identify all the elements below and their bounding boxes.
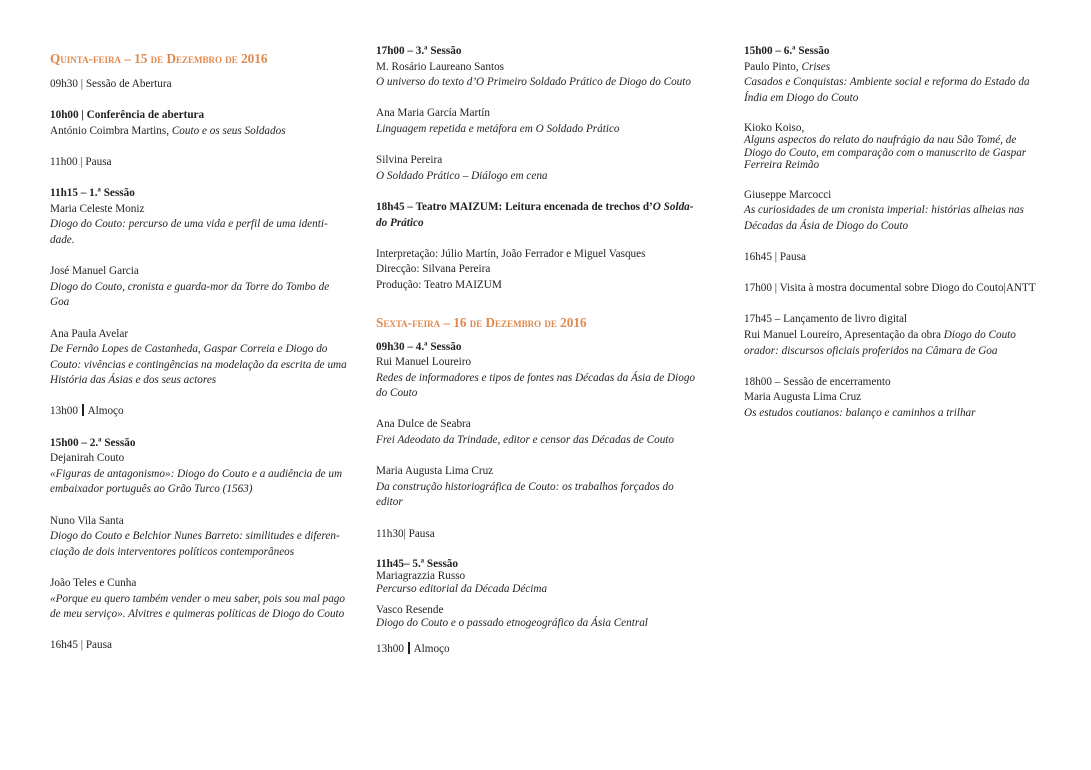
- time: 13h00: [376, 642, 404, 655]
- work-line: Da construção historiográfica de Couto: os trabalhos forçados do: [376, 480, 674, 493]
- closing-title: 18h00 – Sessão de encerramento: [744, 375, 891, 388]
- work-line: Diogo do Couto, cronista e guarda-mor da Torre do Tombo de: [50, 280, 330, 293]
- work-line: Índia em Diogo do Couto: [744, 91, 859, 104]
- speaker: Maria Augusta Lima Cruz: [744, 391, 862, 404]
- theatre-work: do Prático: [376, 216, 424, 229]
- talk: [50, 576, 362, 623]
- session-title: 15h00 – 2.ª Sessão: [50, 436, 136, 449]
- time: 10h00: [50, 109, 79, 122]
- speaker: Maria Augusta Lima Cruz: [376, 465, 494, 478]
- speaker: Rui Manuel Loureiro, Apresentação da obra: [744, 328, 941, 341]
- opening-conference: 10h00 | Conferência de abertura António Coimbra Martins, Couto e os seus Soldados: [50, 109, 286, 137]
- speaker: Ana Paula Avelar: [50, 327, 129, 340]
- session-title: 11h15 – 1.ª Sessão: [50, 187, 135, 200]
- opening-session: 09h30 | Sessão de Abertura: [50, 78, 172, 90]
- speaker: Ana Maria García Martín: [376, 107, 490, 120]
- speaker: Kioko Koiso,: [744, 121, 805, 134]
- text: Visita à mostra documental sobre Diogo do Couto|ANTT: [779, 282, 1036, 295]
- text: Pausa: [408, 527, 435, 540]
- time: 17h00: [744, 282, 772, 295]
- speaker: Rui Manuel Loureiro: [376, 356, 472, 369]
- speaker: Dejanirah Couto: [50, 452, 125, 465]
- theatre-title: 18h45 – Teatro MAIZUM: Leitura encenada de trechos d’: [376, 200, 653, 213]
- work-line: ciação de dois interventores políticos contemporâneos: [50, 545, 295, 558]
- speaker: Vasco Resende: [376, 603, 444, 616]
- column-friday-afternoon: [744, 44, 1054, 421]
- work-line: Couto: vivências e contingências na modelação da escrita de uma: [50, 358, 347, 371]
- text: Almoço: [87, 405, 124, 418]
- break: 16h45 | Pausa: [744, 250, 806, 263]
- talk: [376, 464, 716, 511]
- credit-line: Interpretação: Júlio Martín, João Ferrador e Miguel Vasques: [376, 247, 646, 260]
- session-title: 17h00 – 3.ª Sessão: [376, 45, 462, 57]
- work-line: «Figuras de antagonismo»: Diogo do Couto e a audiência de um: [50, 467, 343, 480]
- talk: [376, 355, 716, 402]
- talk: [50, 514, 362, 561]
- work-line: dade.: [50, 233, 75, 246]
- work-inline: Crises: [801, 60, 831, 73]
- work-line: O Soldado Prático – Diálogo em cena: [376, 169, 548, 182]
- session-title: 15h00 – 6.ª Sessão: [744, 45, 830, 57]
- work: Couto e os seus Soldados: [171, 124, 286, 137]
- launch-title: 17h45 – Lançamento de livro digital: [744, 313, 908, 326]
- speaker: João Teles e Cunha: [50, 577, 137, 589]
- work-inline: Diogo do Couto: [943, 328, 1016, 341]
- work-line: As curiosidades de um cronista imperial: histórias alheias nas: [744, 204, 1024, 217]
- theatre-work: O Solda-: [652, 200, 694, 213]
- talk: [744, 60, 1054, 107]
- speaker: M. Rosário Laureano Santos: [376, 60, 505, 73]
- closing-session: [744, 375, 1054, 422]
- credit-line: Direcção: Silvana Pereira: [376, 263, 491, 276]
- time: 16h45: [50, 639, 78, 652]
- speaker: António Coimbra Martins,: [50, 124, 170, 137]
- speaker: Silvina Pereira: [376, 154, 443, 167]
- talk: [50, 327, 362, 389]
- text: Pausa: [779, 250, 806, 263]
- talk: [744, 122, 1054, 172]
- work-line: Alguns aspectos do relato do naufrágio da nau São Tomé, de: [744, 134, 1017, 147]
- talk: [376, 153, 716, 184]
- text: Sessão de Abertura: [85, 78, 172, 90]
- work-line: Diogo do Couto: percurso de uma vida e perfil de uma identi-: [50, 218, 328, 231]
- session-title: 09h30 – 4.ª Sessão: [376, 340, 462, 353]
- time: 09h30: [50, 78, 78, 90]
- work-line: De Fernão Lopes de Castanheda, Gaspar Correia e Diogo do: [50, 343, 328, 356]
- speaker: José Manuel Garcia: [50, 265, 139, 278]
- work-line: orador: discursos oficiais proferidos na Câmara de Goa: [744, 344, 998, 357]
- work-line: Frei Adeodato da Trindade, editor e censor das Décadas de Couto: [376, 434, 674, 447]
- work-line: Os estudos coutianos: balanço e caminhos a trilhar: [744, 406, 976, 419]
- title: Conferência de abertura: [86, 109, 205, 122]
- time: 11h00: [50, 155, 78, 168]
- work-line: Redes de informadores e tipos de fontes nas Décadas da Ásia de Diogo: [376, 371, 696, 384]
- separator-bar: [82, 404, 84, 416]
- talk: [50, 264, 362, 311]
- talk: [376, 604, 716, 630]
- lunch: [50, 404, 362, 420]
- work-line: de meu serviço». Alvitres e quimeras políticas de Diogo do Couto: [50, 608, 345, 621]
- time: 11h30: [376, 527, 404, 540]
- talk: [744, 188, 1054, 235]
- time: 16h45: [744, 250, 772, 263]
- work-line: Percurso editorial da Década Décima: [376, 582, 548, 595]
- text: Pausa: [85, 155, 112, 168]
- credit-line: Produção: Teatro MAIZUM: [376, 278, 502, 291]
- work-line: Goa: [50, 296, 70, 309]
- speaker: Ana Dulce de Seabra: [376, 418, 471, 431]
- work-line: O universo do texto d’O Primeiro Soldado Prático de Diogo do Couto: [376, 76, 691, 89]
- work-line: Casados e Conquistas: Ambiente social e reforma do Estado da: [744, 76, 1030, 89]
- lunch: [376, 642, 716, 658]
- work-line: Ferreira Reimão: [744, 159, 820, 172]
- work-line: embaixador português ao Grão Turco (1563): [50, 483, 253, 496]
- work-line: História das Ásias e dos seus actores: [50, 374, 217, 387]
- work-line: Linguagem repetida e metáfora em O Soldado Prático: [376, 122, 620, 135]
- speaker: Maria Celeste Moniz: [50, 202, 145, 215]
- talk: [376, 570, 716, 596]
- talk: [376, 60, 716, 91]
- talk: [50, 451, 362, 498]
- column-thursday-friday: [376, 44, 716, 657]
- work-line: Diogo do Couto, em comparação com o manuscrito de Gaspar: [744, 146, 1027, 159]
- work-line: Diogo do Couto e o passado etnogeográfico da Ásia Central: [376, 616, 648, 629]
- text: Pausa: [85, 639, 112, 652]
- work-line: «Porque eu quero também vender o meu saber, pois sou mal pago: [50, 592, 345, 605]
- break: 16h45 | Pausa: [50, 639, 112, 652]
- book-launch: [744, 312, 1054, 359]
- separator-bar: [408, 642, 410, 654]
- time: 13h00: [50, 405, 78, 418]
- speaker: Paulo Pinto,: [744, 60, 799, 73]
- speaker: Giuseppe Marcocci: [744, 188, 832, 201]
- theatre-reading: [376, 200, 716, 231]
- work-line: Décadas da Ásia de Diogo do Couto: [744, 219, 909, 232]
- column-thursday: [50, 44, 362, 654]
- theatre-credits: [376, 247, 716, 294]
- work-line: do Couto: [376, 387, 418, 400]
- session-title: 11h45– 5.ª Sessão: [376, 557, 458, 570]
- work-line: editor: [376, 496, 403, 509]
- day-heading-thursday: Quinta-feira – 15 de Dezembro de 2016: [50, 51, 268, 66]
- break: 11h30| Pausa: [376, 527, 435, 540]
- talk: [50, 202, 362, 249]
- day-heading-friday: Sexta-feira – 16 de Dezembro de 2016: [376, 314, 587, 330]
- speaker: Nuno Vila Santa: [50, 514, 124, 527]
- work-line: Diogo do Couto e Belchior Nunes Barreto: similitudes e diferen-: [50, 530, 340, 543]
- break: 11h00 | Pausa: [50, 155, 112, 168]
- speaker: Mariagrazzia Russo: [376, 569, 466, 582]
- talk: [376, 106, 716, 137]
- talk: [376, 417, 716, 448]
- text: Almoço: [413, 642, 450, 655]
- exhibition-visit: 17h00 | Visita à mostra documental sobre Diogo do Couto|ANTT: [744, 282, 1036, 295]
